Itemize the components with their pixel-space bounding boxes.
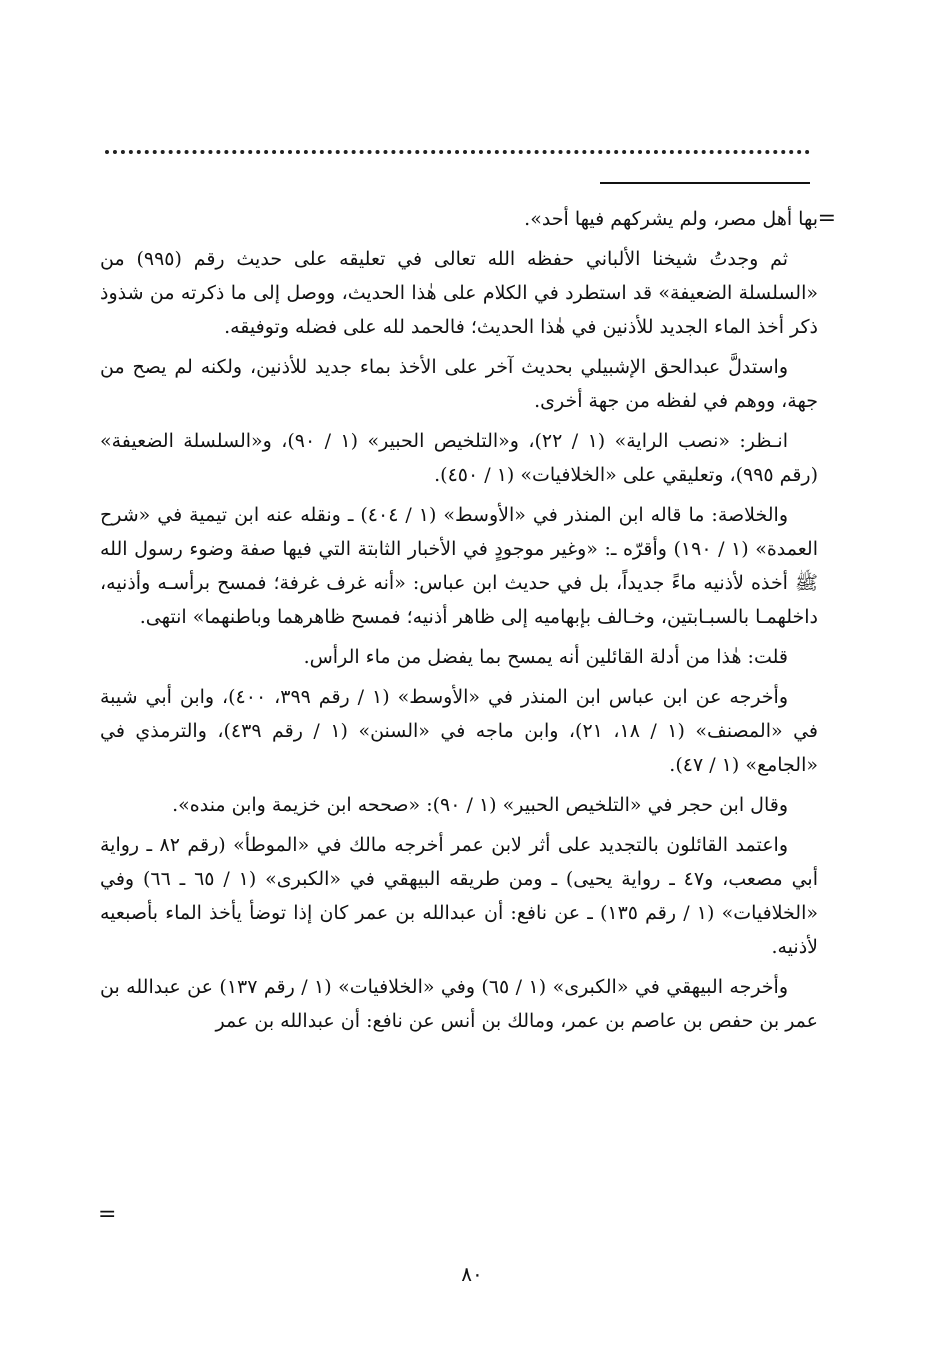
page-body (100, 202, 818, 1044)
header-dotted-rule (105, 150, 810, 154)
paragraph: انـظر: «نصب الراية» (١ / ٢٢)، و«التلخيص الحبير» (١ / ٩٠)، و«السلسلة الضعيفة» (رقم ٩٩٥)، وتعليقي على «الخلافيات» (١ / ٤٥٠). (100, 430, 818, 486)
paragraph: وقال ابن حجر في «التلخيص الحبير» (١ / ٩٠): «صححه ابن خزيمة وابن منده». (172, 794, 788, 816)
paragraph: واستدلَّ عبدالحق الإشبيلي بحديث آخر على الأخذ بماء جديد للأذنين، ولكنه لم يصح من جهة، ووهم في لفظه من جهة أخرى. (100, 356, 818, 412)
continuation-mark-end: = (98, 1202, 117, 1227)
paragraph: قلت: هٰذا من أدلة القائلين أنه يمسح بما يفضل من ماء الرأس. (303, 646, 788, 668)
footnote-separator-rule (600, 182, 810, 184)
paragraph: واعتمد القائلون بالتجديد على أثر لابن عمر أخرجه مالك في «الموطأ» (رقم ٨٢ ـ رواية أبي مصعب، و٤٧ ـ رواية يحيى) ـ ومن طريقه البيهقي في «الكبرى» (١ / ٦٥ ـ ٦٦) وفي «الخلافيات» (١ / رقم ١٣٥) ـ عن نافع: أن عبدالله بن عمر كان إذا توضأ يأخذ الماء بأصبعيه لأذنيه. (100, 834, 818, 958)
paragraph: والخلاصة: ما قاله ابن المنذر في «الأوسط» (١ / ٤٠٤) ـ ونقله عنه ابن تيمية في «شرح العمدة» (١ / ١٩٠) وأقرّه ـ: «وغير موجودٍ في الأخبار الثابتة التي فيها صفة وضوء رسول الله ﷺ أخذه لأذنيه ماءً جديداً، بل في حديث ابن عباس: «أنه غرف غرفة؛ فمسح برأسـه وأذنيه، داخلهمـا بالسبـابتين، وخـالف بإبهاميه إلى ظاهر أذنيه؛ فمسح ظاهرهما وباطنهما» انتهى. (100, 504, 818, 628)
paragraph: ثم وجدتُ شيخنا الألباني حفظه الله تعالى في تعليقه على حديث رقم (٩٩٥) من «السلسلة الضعيفة» قد استطرد في الكلام على هٰذا الحديث، ووصل إلى ما ذكرته من شذوذ ذكر أخذ الماء الجديد للأذنين في هٰذا الحديث؛ فالحمد لله على فضله وتوفيقه. (100, 248, 818, 338)
paragraph: وأخرجه عن ابن عباس ابن المنذر في «الأوسط» (١ / رقم ٣٩٩، ٤٠٠)، وابن أبي شيبة في «المصنف» (١ / ١٨، ٢١)، وابن ماجه في «السنن» (١ / رقم ٤٣٩)، والترمذي في «الجامع» (١ / ٤٧). (100, 686, 819, 776)
paragraph: وأخرجه البيهقي في «الكبرى» (١ / ٦٥) وفي «الخلافيات» (١ / رقم ١٣٧) عن عبدالله بن عمر بن حفص بن عاصم بن عمر، ومالك بن أنس عن نافع: أن عبدالله بن عمر (100, 976, 818, 1032)
continuation-mark-start: = (817, 206, 836, 231)
page-number: ٨٠ (461, 1262, 483, 1286)
paragraph: بها أهل مصر، ولم يشركهم فيها أحد». (524, 208, 818, 230)
